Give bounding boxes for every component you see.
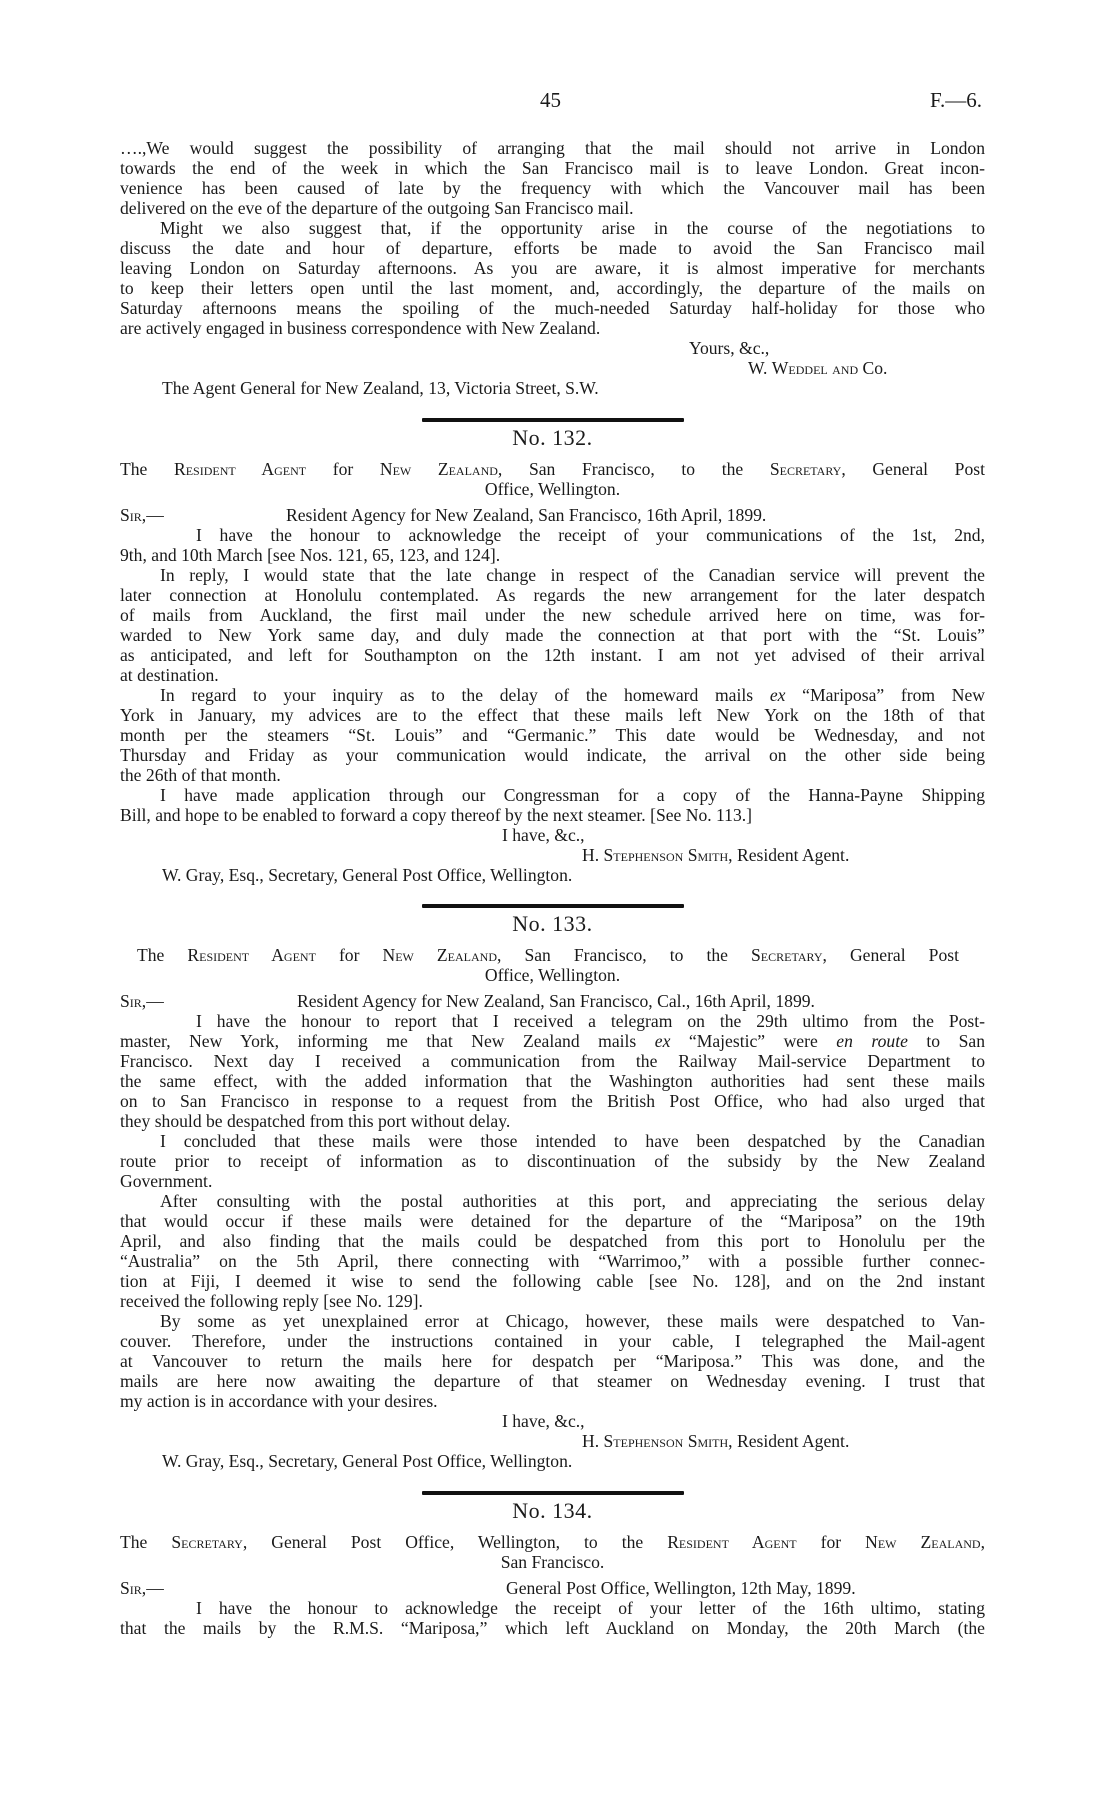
text-run: ,— [141, 991, 164, 1011]
paragraph [120, 685, 985, 785]
small-caps-text: Sir [120, 991, 142, 1011]
text-run: I concluded that these mails were those intended to have been despatched by the Canadian [160, 1131, 985, 1151]
small-caps-text: Secretary [171, 1532, 243, 1552]
small-caps-text: Secretary [769, 459, 842, 479]
paragraph [120, 565, 985, 685]
text-line [120, 1151, 985, 1171]
text-run: I have the honour to acknowledge the receipt of your letter of the 16th ultimo, stating [196, 1598, 985, 1618]
text-run: of mails from Auckland, the first mail under the new schedule arrived here on time, was for- [120, 605, 985, 625]
italic-text: ex [769, 685, 786, 705]
text-run: ,— [141, 1578, 164, 1598]
text-run: at Vancouver to return the mails here for despatch per “Mariposa.” This was done, and the [120, 1351, 985, 1371]
section-divider [422, 418, 684, 422]
text-line [120, 565, 985, 585]
text-run: later connection at Honolulu contemplated. As regards the new arrangement for the later despatch [120, 585, 985, 605]
paragraph [120, 138, 985, 218]
letter-continuation [120, 138, 985, 398]
text-line [120, 1191, 985, 1211]
text-run: month per the steamers “St. Louis” and “Germanic.” This date would be Wednesday, and not [120, 725, 985, 745]
small-caps-text: New Zealand [382, 945, 497, 965]
closing: I have, &c., [502, 825, 585, 845]
text-run: Saturday afternoons means the spoiling of the much-needed Saturday half-holiday for those who [120, 298, 985, 318]
small-caps-text: Sir [120, 1578, 142, 1598]
text-line [120, 525, 985, 545]
text-run: route prior to receipt of information as to discontinuation of the subsidy by the New Zealand [120, 1151, 985, 1171]
paragraph [120, 525, 985, 565]
heading-line [120, 1532, 985, 1552]
text-run: for [306, 459, 380, 479]
salutation-line [120, 991, 985, 1011]
text-line [120, 545, 985, 565]
page-number: 45 [540, 88, 561, 112]
text-run: , General Post [822, 945, 959, 965]
text-run: the 26th of that month. [120, 765, 281, 785]
salutation [120, 1578, 164, 1598]
text-run: , Resident Agent. [728, 1431, 850, 1451]
text-line [120, 1031, 985, 1051]
addressee: The Agent General for New Zealand, 13, Victoria Street, S.W. [162, 378, 599, 398]
text-run: discuss the date and hour of departure, efforts be made to avoid the San Francisco mail [120, 238, 985, 258]
heading-line [120, 479, 985, 499]
text-run: In regard to your inquiry as to the delay of the homeward mails [160, 685, 770, 705]
text-line [120, 1351, 985, 1371]
closing: I have, &c., [502, 1411, 585, 1431]
text-run: I have the honour to report that I received a telegram on the 29th ultimo from the Post- [196, 1011, 985, 1031]
heading-line [120, 965, 985, 985]
text-run: Might we also suggest that, if the opportunity arise in the course of the negotiations to [160, 218, 985, 238]
text-line [120, 138, 985, 158]
text-run: I have the honour to acknowledge the receipt of your communications of the 1st, 2nd, [196, 525, 985, 545]
small-caps-text: Stephenson Smith [603, 845, 729, 865]
small-caps-text: Weddel and [771, 358, 859, 378]
text-line [120, 1251, 985, 1271]
text-line [120, 238, 985, 258]
text-line [120, 1111, 985, 1131]
text-run: , Resident Agent. [728, 845, 850, 865]
paragraph [120, 1011, 985, 1131]
italic-text: ex [654, 1031, 671, 1051]
text-line [120, 745, 985, 765]
text-line [120, 1011, 985, 1031]
letter [120, 418, 985, 885]
text-line [120, 1131, 985, 1151]
text-run: The [120, 459, 174, 479]
text-run: to San [907, 1031, 985, 1051]
letter-heading [120, 459, 985, 499]
text-run: that would occur if these mails were detained for the departure of the “Mariposa” on the 19th [120, 1211, 985, 1231]
text-run: April, and also finding that the mails could be despatched from this port to Honolulu per the [120, 1231, 985, 1251]
text-run: , General Post Office, Wellington, to the [242, 1532, 668, 1552]
dateline: General Post Office, Wellington, 12th May, 1899. [506, 1578, 856, 1598]
text-line [120, 1071, 985, 1091]
text-run: tion at Fiji, I deemed it wise to send the following cable [see No. 128], and on the 2nd instant [120, 1271, 985, 1291]
text-line [120, 1331, 985, 1351]
text-line [120, 1051, 985, 1071]
text-run: H. [582, 845, 604, 865]
text-run: towards the end of the week in which the San Francisco mail is to leave London. Great incon- [120, 158, 985, 178]
text-run: leaving London on Saturday afternoons. As you are aware, it is almost imperative for merchants [120, 258, 985, 278]
text-run: Co. [858, 358, 888, 378]
text-run: master, New York, informing me that New Zealand mails [120, 1031, 655, 1051]
italic-text: en route [836, 1031, 908, 1051]
letter [120, 904, 985, 1471]
signature [120, 358, 985, 378]
small-caps-text: Secretary [751, 945, 823, 965]
paragraph [120, 785, 985, 825]
paragraph [120, 1131, 985, 1191]
addressee: W. Gray, Esq., Secretary, General Post Office, Wellington. [162, 1451, 573, 1471]
text-run: Francisco. Next day I received a communication from the Railway Mail-service Department to [120, 1051, 985, 1071]
text-run: , San Francisco, to the [497, 945, 751, 965]
small-caps-text: Sir [120, 505, 142, 525]
text-line [120, 785, 985, 805]
text-run: are actively engaged in business correspondence with New Zealand. [120, 318, 601, 338]
section-divider [422, 1491, 684, 1495]
salutation [120, 991, 164, 1011]
text-run: After consulting with the postal authorities at this port, and appreciating the serious delay [160, 1191, 985, 1211]
text-run: that the mails by the R.M.S. “Mariposa,” which left Auckland on Monday, the 20th March (the [120, 1618, 985, 1638]
dateline: Resident Agency for New Zealand, San Francisco, 16th April, 1899. [286, 505, 767, 525]
salutation-line [120, 1578, 985, 1598]
text-run: , [980, 1532, 985, 1552]
text-run: couver. Therefore, under the instructions contained in your cable, I telegraphed the Mail-agent [120, 1331, 985, 1351]
small-caps-text: Stephenson Smith [603, 1431, 729, 1451]
text-run: ….,We would suggest the possibility of arranging that the mail should not arrive in London [120, 138, 985, 158]
text-run: for [315, 945, 383, 965]
text-run: Office, Wellington. [484, 479, 621, 499]
text-line [120, 218, 985, 238]
text-line [120, 1091, 985, 1111]
text-run: to keep their letters open until the last moment, and, accordingly, the departure of the mails on [120, 278, 985, 298]
text-run: venience has been caused of late by the frequency with which the Vancouver mail has been [120, 178, 985, 198]
text-run: The [137, 945, 188, 965]
text-line [120, 805, 985, 825]
text-run: at destination. [120, 665, 219, 685]
text-run: , General Post [841, 459, 985, 479]
text-run: my action is in accordance with your desires. [120, 1391, 438, 1411]
text-line [120, 1211, 985, 1231]
letter-number: No. 132. [512, 425, 593, 450]
heading-line [120, 459, 985, 479]
text-line [120, 1291, 985, 1311]
text-run: , San Francisco, to the [497, 459, 770, 479]
text-run: “Australia” on the 5th April, there connecting with “Warrimoo,” with a possible further connec- [120, 1251, 985, 1271]
paragraph [120, 218, 985, 338]
text-line [120, 605, 985, 625]
text-line [120, 298, 985, 318]
text-run: on to San Francisco in response to a request from the British Post Office, who had also urged that [120, 1091, 985, 1111]
text-run: H. [582, 1431, 604, 1451]
text-line [120, 685, 985, 705]
salutation-line [120, 505, 985, 525]
text-run: In reply, I would state that the late change in respect of the Canadian service will prevent the [160, 565, 985, 585]
letter-number: No. 133. [512, 911, 593, 936]
text-run: received the following reply [see No. 129]. [120, 1291, 423, 1311]
text-run: By some as yet unexplained error at Chicago, however, these mails were despatched to Van- [160, 1311, 985, 1331]
text-line [120, 1171, 985, 1191]
text-line [120, 725, 985, 745]
text-line [120, 1618, 985, 1638]
small-caps-text: Resident Agent [667, 1532, 797, 1552]
closing: Yours, &c., [689, 338, 770, 358]
text-run: York in January, my advices are to the effect that these mails left New York on the 18th of that [120, 705, 985, 725]
text-line [120, 318, 985, 338]
small-caps-text: New Zealand [379, 459, 498, 479]
document-reference: F.—6. [930, 88, 982, 112]
text-line [120, 765, 985, 785]
text-run: as anticipated, and left for Southampton on the 12th instant. I am not yet advised of their arrival [120, 645, 985, 665]
text-run: San Francisco. [500, 1552, 605, 1572]
text-line [120, 278, 985, 298]
text-run: warded to New York same day, and duly made the connection at that port with the “St. Louis” [120, 625, 985, 645]
text-line [120, 1311, 985, 1331]
text-line [120, 258, 985, 278]
text-line [120, 1371, 985, 1391]
text-run: Government. [120, 1171, 213, 1191]
addressee: W. Gray, Esq., Secretary, General Post Office, Wellington. [162, 865, 573, 885]
text-run: mails are here now awaiting the departure of that steamer on Wednesday evening. I trust that [120, 1371, 985, 1391]
text-run: Bill, and hope to be enabled to forward a copy thereof by the next steamer. [See No. 113.] [120, 805, 753, 825]
letter-heading [120, 1532, 985, 1572]
text-run: “Majestic” were [670, 1031, 837, 1051]
text-line [120, 585, 985, 605]
letter-number: No. 134. [512, 1498, 593, 1523]
text-run: W. [748, 358, 772, 378]
text-line [120, 625, 985, 645]
text-line [120, 645, 985, 665]
dateline: Resident Agency for New Zealand, San Francisco, Cal., 16th April, 1899. [297, 991, 815, 1011]
letter-heading [120, 945, 985, 985]
text-line [120, 1231, 985, 1251]
paragraph [120, 1191, 985, 1311]
paragraph [120, 1598, 985, 1638]
text-line [120, 1271, 985, 1291]
section-divider [422, 904, 684, 908]
text-line [120, 665, 985, 685]
text-run: Thursday and Friday as your communication would indicate, the arrival on the other side being [120, 745, 985, 765]
signature [120, 845, 985, 865]
text-line [120, 198, 985, 218]
heading-line [120, 945, 985, 965]
text-run: 9th, and 10th March [see Nos. 121, 65, 123, and 124]. [120, 545, 501, 565]
text-run: delivered on the eve of the departure of the outgoing San Francisco mail. [120, 198, 634, 218]
small-caps-text: Resident Agent [187, 945, 316, 965]
text-run: they should be despatched from this port without delay. [120, 1111, 511, 1131]
text-run: ,— [141, 505, 164, 525]
text-line [120, 1391, 985, 1411]
text-run: the same effect, with the added information that the Washington authorities had sent these mails [120, 1071, 985, 1091]
text-line [120, 158, 985, 178]
letter [120, 1491, 985, 1638]
small-caps-text: New Zealand [865, 1532, 981, 1552]
text-run: I have made application through our Congressman for a copy of the Hanna-Payne Shipping [160, 785, 985, 805]
text-run: Office, Wellington. [484, 965, 621, 985]
salutation [120, 505, 164, 525]
text-run: for [796, 1532, 866, 1552]
text-line [120, 178, 985, 198]
text-line [120, 705, 985, 725]
heading-line [120, 1552, 985, 1572]
text-run: “Mariposa” from New [785, 685, 986, 705]
paragraph [120, 1311, 985, 1411]
text-run: The [120, 1532, 172, 1552]
signature [120, 1431, 985, 1451]
text-line [120, 1598, 985, 1618]
small-caps-text: Resident Agent [173, 459, 307, 479]
